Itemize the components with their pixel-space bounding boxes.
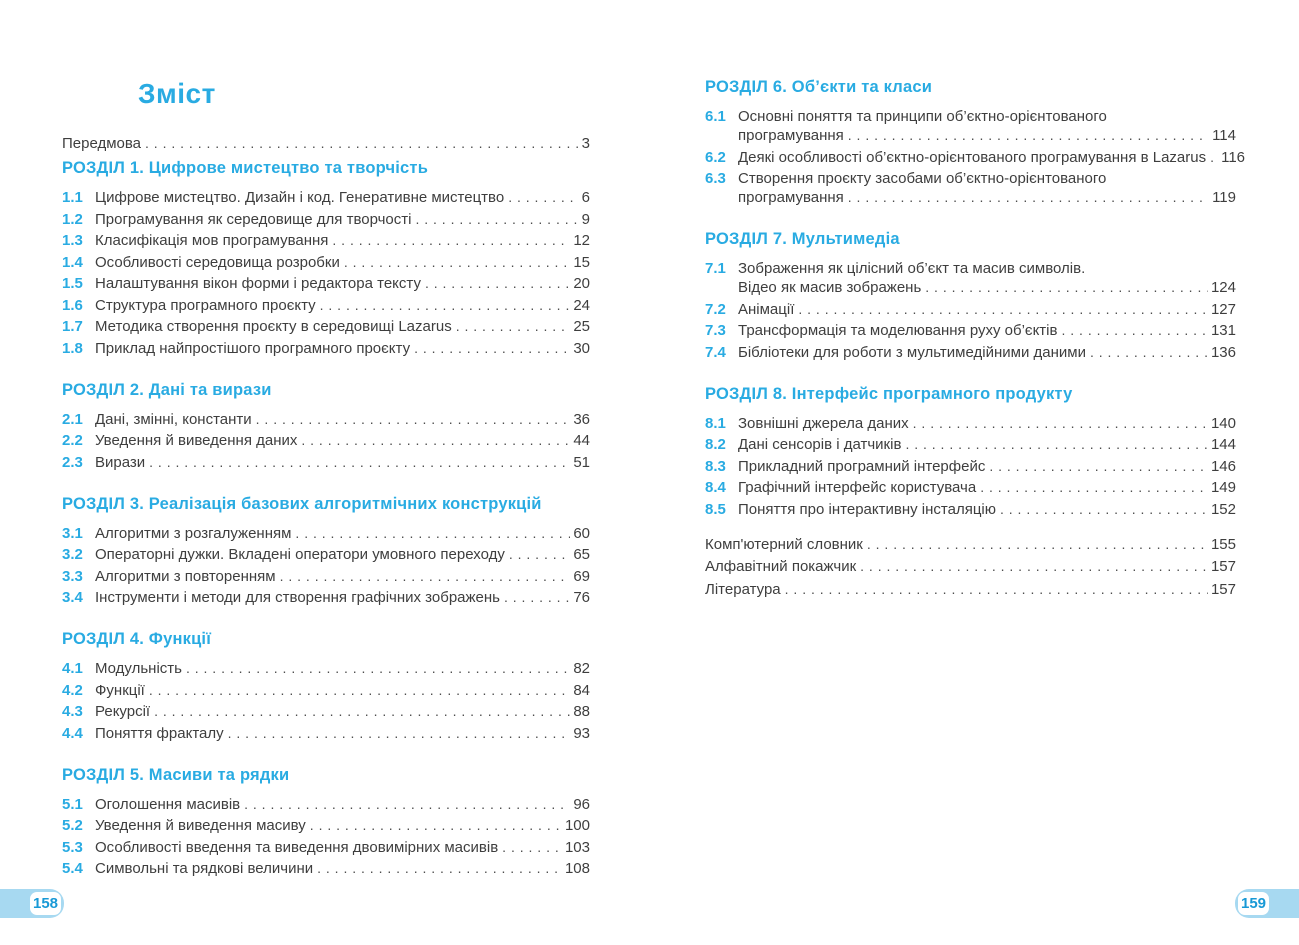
toc-item-body xyxy=(95,567,590,586)
toc-entry-row xyxy=(62,134,590,153)
toc-item-text: Анімації xyxy=(738,300,795,318)
dot-leader xyxy=(280,567,571,586)
toc-item xyxy=(62,816,590,835)
toc-section xyxy=(62,159,590,358)
toc-item-page: 116 xyxy=(1221,148,1246,166)
toc-item-page: 146 xyxy=(1210,457,1236,475)
toc-item-body xyxy=(95,681,590,700)
toc-entry xyxy=(705,557,1236,576)
toc-item-body xyxy=(95,210,590,229)
toc-item xyxy=(705,107,1236,145)
dot-leader xyxy=(320,296,571,315)
toc-item-text: Уведення й виведення даних xyxy=(95,432,298,449)
toc-item xyxy=(62,317,590,336)
toc-item-page: 114 xyxy=(1212,127,1236,144)
dot-leader xyxy=(1090,343,1208,362)
toc-item-body xyxy=(95,296,590,315)
dot-leader xyxy=(1210,148,1218,167)
dot-leader xyxy=(228,724,571,743)
toc-item-text: Приклад найпростішого програмного проєкту xyxy=(95,339,411,357)
dot-leader xyxy=(295,524,570,543)
toc-item-number: 8.3 xyxy=(705,457,726,475)
toc-item-number: 2.1 xyxy=(62,410,83,428)
toc-item-number: 1.3 xyxy=(62,232,83,249)
page-number-right: 159 xyxy=(1240,895,1267,912)
toc-item-number: 8.1 xyxy=(705,414,726,432)
toc-item-body xyxy=(738,435,1236,454)
toc-item-number: 5.1 xyxy=(62,795,83,813)
toc-item-page: 96 xyxy=(573,795,590,813)
toc-item-body xyxy=(738,500,1236,519)
toc-item-text: Бібліотеки для роботи з мультимедійними даними xyxy=(738,343,1086,361)
dot-leader xyxy=(798,300,1208,319)
toc-item-number: 5.4 xyxy=(62,860,83,877)
dot-leader xyxy=(504,588,570,607)
toc-item-text: Структура програмного проєкту xyxy=(95,296,316,314)
toc-item-last-line xyxy=(738,300,1236,319)
toc-item-last-line xyxy=(738,478,1236,497)
toc-item-page: 6 xyxy=(581,189,590,206)
toc-entry-label: Передмова xyxy=(62,135,142,152)
toc-item-body xyxy=(738,148,1246,167)
toc-item-page: 36 xyxy=(573,410,590,428)
dot-leader xyxy=(848,126,1209,145)
dot-leader xyxy=(925,278,1208,297)
toc-item-page: 69 xyxy=(573,567,590,585)
toc-item-last-line xyxy=(738,321,1236,340)
toc-item xyxy=(705,343,1236,362)
toc-item-body xyxy=(95,702,590,721)
toc-item-text: Поняття фракталу xyxy=(95,724,224,742)
toc-item-body xyxy=(95,859,590,878)
toc-item-number: 8.5 xyxy=(705,500,726,518)
toc-item-page: 144 xyxy=(1210,436,1236,453)
toc-item-last-line xyxy=(95,545,590,564)
toc-item-number: 8.2 xyxy=(705,436,726,453)
toc-item-body xyxy=(95,659,590,678)
toc-item-body xyxy=(95,274,590,293)
toc-item-last-line xyxy=(738,126,1236,145)
toc-item-page: 15 xyxy=(573,253,590,271)
toc-item-body xyxy=(95,588,590,607)
toc-item-number: 1.6 xyxy=(62,296,83,314)
toc-item xyxy=(62,253,590,272)
dot-leader xyxy=(186,659,570,678)
dot-leader xyxy=(785,580,1208,599)
toc-item-last-line xyxy=(95,681,590,700)
toc-item-number: 3.2 xyxy=(62,546,83,563)
toc-entry-page: 155 xyxy=(1210,535,1236,553)
dot-leader xyxy=(989,457,1208,476)
left-sections xyxy=(62,159,590,878)
section-heading: РОЗДІЛ 6. Об’єкти та класи xyxy=(705,78,933,96)
toc-item-last-line xyxy=(95,339,590,358)
toc-item-number: 7.4 xyxy=(705,343,726,361)
toc-item-page: 152 xyxy=(1210,500,1236,518)
toc-item-last-line xyxy=(738,148,1246,167)
dot-leader xyxy=(913,414,1208,433)
toc-item xyxy=(62,567,590,586)
toc-item-last-line xyxy=(95,296,590,315)
toc-item xyxy=(62,795,590,814)
toc-item-last-line xyxy=(95,524,590,543)
toc-item-last-line xyxy=(95,588,590,607)
toc-item-text: Деякі особливості об’єктно-орієнтованого програмування в Lazarus xyxy=(738,148,1207,166)
toc-item-last-line xyxy=(95,410,590,429)
toc-entry xyxy=(705,580,1236,599)
dot-leader xyxy=(332,231,570,250)
toc-item-page: 100 xyxy=(564,817,590,834)
toc-item-page: 119 xyxy=(1212,189,1236,206)
toc-item-body xyxy=(738,259,1236,297)
toc-item xyxy=(62,210,590,229)
toc-item-page: 76 xyxy=(573,589,590,606)
toc-item xyxy=(62,339,590,358)
toc-item-last-line xyxy=(95,231,590,250)
toc-item xyxy=(62,296,590,315)
toc-item-page: 88 xyxy=(573,703,590,720)
toc-item-text: Вирази xyxy=(95,453,146,471)
toc-item xyxy=(62,188,590,207)
toc-item-last-line xyxy=(95,253,590,272)
toc-entry-label: Комп'ютерний словник xyxy=(705,535,863,553)
toc-item xyxy=(705,457,1236,476)
toc-item-last-line xyxy=(738,188,1236,207)
toc-item-number: 3.1 xyxy=(62,524,83,542)
toc-item xyxy=(62,274,590,293)
dot-leader xyxy=(145,134,579,153)
dot-leader xyxy=(1000,500,1208,519)
dot-leader xyxy=(509,545,570,564)
toc-item-text: Алгоритми з розгалуженням xyxy=(95,524,292,542)
back-matter xyxy=(705,535,1236,599)
toc-item-text: Відео як масив зображень xyxy=(738,279,922,296)
toc-entry xyxy=(705,535,1236,554)
toc-item-text: програмування xyxy=(738,127,844,144)
toc-item xyxy=(705,435,1236,454)
toc-item-body xyxy=(738,300,1236,319)
toc-item-page: 12 xyxy=(573,232,590,249)
toc-item-body xyxy=(95,724,590,743)
toc-item-body xyxy=(95,545,590,564)
toc-item-text: Уведення й виведення масиву xyxy=(95,817,306,834)
toc-item xyxy=(62,231,590,250)
dot-leader xyxy=(848,188,1209,207)
toc-item xyxy=(62,681,590,700)
toc-item-number: 1.2 xyxy=(62,210,83,228)
section-heading: РОЗДІЛ 2. Дані та вирази xyxy=(62,380,272,399)
toc-item-number: 4.1 xyxy=(62,660,83,677)
dot-leader xyxy=(502,838,562,857)
toc-item xyxy=(705,148,1246,167)
toc-item-number: 3.4 xyxy=(62,589,83,606)
toc-item-number: 7.3 xyxy=(705,322,726,339)
toc-item-body xyxy=(738,457,1236,476)
toc-item xyxy=(62,859,590,878)
toc-item-page: 30 xyxy=(573,339,590,357)
toc-item-number: 1.1 xyxy=(62,189,83,206)
toc-entry-row xyxy=(705,535,1236,554)
toc-item-body xyxy=(95,524,590,543)
toc-entry xyxy=(62,134,590,153)
toc-item xyxy=(62,431,590,450)
toc-item-body xyxy=(738,414,1236,433)
toc-item-last-line xyxy=(95,274,590,293)
toc-item-number: 4.3 xyxy=(62,703,83,720)
toc-section xyxy=(705,385,1236,519)
toc-item-text: Поняття про інтерактивну інсталяцію xyxy=(738,500,996,518)
toc-item-text: Операторні дужки. Вкладені оператори умовного переходу xyxy=(95,546,505,563)
toc-item-text: програмування xyxy=(738,189,844,206)
dot-leader xyxy=(344,253,570,272)
page-number-left: 158 xyxy=(32,895,59,912)
dot-leader xyxy=(1061,321,1207,340)
toc-item-body xyxy=(95,253,590,272)
toc-item-line: Створення проєкту засобами об’єктно-орієнтованого xyxy=(738,170,1107,187)
toc-entry-page: 3 xyxy=(581,135,590,152)
toc-item xyxy=(705,259,1236,297)
toc-item-body xyxy=(95,795,590,814)
toc-item-page: 84 xyxy=(573,681,590,699)
dot-leader xyxy=(415,210,578,229)
toc-item-number: 6.2 xyxy=(705,148,726,166)
toc-item-last-line xyxy=(738,278,1236,297)
toc-item-page: 124 xyxy=(1210,279,1236,296)
toc-item-line: Основні поняття та принципи об’єктно-орієнтованого xyxy=(738,108,1107,125)
toc-item xyxy=(705,169,1236,207)
toc-entry-page: 157 xyxy=(1210,558,1236,575)
toc-item-number: 5.2 xyxy=(62,817,83,834)
section-heading: РОЗДІЛ 1. Цифрове мистецтво та творчість xyxy=(62,159,429,177)
toc-item-body xyxy=(95,453,590,472)
toc-item-number: 1.5 xyxy=(62,275,83,292)
toc-item-text: Цифрове мистецтво. Дизайн і код. Генеративне мистецтво xyxy=(95,189,505,206)
toc-item-text: Інструменти і методи для створення графічних зображень xyxy=(95,589,500,606)
toc-item-body xyxy=(738,169,1236,207)
dot-leader xyxy=(456,317,571,336)
toc-item xyxy=(62,588,590,607)
toc-item-text: Рекурсії xyxy=(95,703,151,720)
toc-section xyxy=(62,766,590,879)
toc-entry-row xyxy=(705,557,1236,576)
toc-item-number: 1.7 xyxy=(62,318,83,335)
toc-item-text: Особливості введення та виведення двовимірних масивів xyxy=(95,838,499,856)
toc-item xyxy=(62,724,590,743)
toc-item-page: 149 xyxy=(1210,479,1236,496)
dot-leader xyxy=(149,681,570,700)
toc-item-page: 103 xyxy=(564,838,590,856)
toc-item-body xyxy=(95,317,590,336)
toc-item-number: 7.2 xyxy=(705,300,726,318)
page-number-badge-right xyxy=(1235,889,1299,918)
toc-item-page: 136 xyxy=(1210,343,1236,361)
toc-section xyxy=(705,78,1246,207)
toc-section xyxy=(62,630,590,743)
page-number-badge-left xyxy=(0,889,64,918)
dot-leader xyxy=(860,557,1208,576)
toc-entry-row xyxy=(705,580,1236,599)
toc-item-page: 127 xyxy=(1210,300,1236,318)
toc-item-body xyxy=(95,431,590,450)
toc-item-page: 9 xyxy=(581,210,590,228)
toc-item-body xyxy=(738,478,1236,497)
dot-leader xyxy=(905,435,1208,454)
toc-item-number: 6.1 xyxy=(705,108,726,125)
toc-item-last-line xyxy=(95,431,590,450)
toc-item-page: 44 xyxy=(573,432,590,449)
page-number-box xyxy=(1238,892,1269,915)
toc-item-page: 131 xyxy=(1210,322,1236,339)
page-number-box xyxy=(30,892,61,915)
front-matter xyxy=(62,134,590,153)
toc-item-number: 4.2 xyxy=(62,681,83,699)
right-sections xyxy=(705,78,1246,519)
toc-item-last-line xyxy=(738,343,1236,362)
toc-item xyxy=(62,524,590,543)
toc-entry-label: Література xyxy=(705,580,781,598)
toc-item-text: Програмування як середовище для творчості xyxy=(95,210,412,228)
toc-item-page: 60 xyxy=(573,524,590,542)
dot-leader xyxy=(317,859,562,878)
toc-item xyxy=(705,414,1236,433)
section-heading: РОЗДІЛ 3. Реалізація базових алгоритмічних конструкцій xyxy=(62,494,542,513)
toc-item-body xyxy=(95,838,590,857)
toc-item-last-line xyxy=(95,702,590,721)
toc-item xyxy=(705,321,1236,340)
dot-leader xyxy=(980,478,1208,497)
toc-item-last-line xyxy=(95,859,590,878)
toc-item-page: 25 xyxy=(573,318,590,335)
section-heading: РОЗДІЛ 4. Функції xyxy=(62,630,212,648)
dot-leader xyxy=(149,453,570,472)
toc-item-last-line xyxy=(738,435,1236,454)
dot-leader xyxy=(508,188,578,207)
toc-item-page: 140 xyxy=(1210,414,1236,432)
toc-item-text: Класифікація мов програмування xyxy=(95,232,329,249)
section-heading: РОЗДІЛ 7. Мультимедіа xyxy=(705,230,900,248)
toc-item-number: 6.3 xyxy=(705,170,726,187)
toc-item-number: 2.3 xyxy=(62,453,83,471)
toc-item-last-line xyxy=(738,457,1236,476)
toc-item-number: 5.3 xyxy=(62,838,83,856)
dot-leader xyxy=(425,274,570,293)
page-title: Зміст xyxy=(138,78,216,109)
toc-item-page: 51 xyxy=(573,453,590,471)
toc-item-last-line xyxy=(95,567,590,586)
toc-item-text: Функції xyxy=(95,681,145,699)
toc-item-text: Оголошення масивів xyxy=(95,795,241,813)
toc-item-text: Особливості середовища розробки xyxy=(95,253,340,271)
toc-item-last-line xyxy=(95,317,590,336)
toc-item-text: Алгоритми з повторенням xyxy=(95,567,276,585)
toc-item-body xyxy=(95,188,590,207)
toc-item-number: 8.4 xyxy=(705,479,726,496)
dot-leader xyxy=(414,339,570,358)
toc-item-page: 108 xyxy=(564,860,590,877)
toc-item-last-line xyxy=(95,795,590,814)
toc-item-body xyxy=(95,816,590,835)
toc-item-page: 24 xyxy=(573,296,590,314)
dot-leader xyxy=(154,702,570,721)
toc-item xyxy=(62,702,590,721)
toc-left-column xyxy=(62,78,590,881)
toc-item-number: 3.3 xyxy=(62,567,83,585)
toc-item-text: Налаштування вікон форми і редактора тексту xyxy=(95,275,421,292)
toc-item-text: Методика створення проєкту в середовищі Lazarus xyxy=(95,318,452,335)
toc-item-number: 1.8 xyxy=(62,339,83,357)
toc-item-last-line xyxy=(738,414,1236,433)
toc-entry-label: Алфавітний покажчик xyxy=(705,558,857,575)
toc-item-page: 20 xyxy=(573,275,590,292)
toc-item xyxy=(62,410,590,429)
dot-leader xyxy=(310,816,562,835)
toc-section xyxy=(705,230,1236,362)
dot-leader xyxy=(301,431,570,450)
toc-item-body xyxy=(738,107,1236,145)
section-heading: РОЗДІЛ 8. Інтерфейс програмного продукту xyxy=(705,384,1073,403)
toc-item-body xyxy=(95,410,590,429)
toc-item xyxy=(705,300,1236,319)
toc-section xyxy=(62,495,590,608)
toc-item-page: 65 xyxy=(573,546,590,563)
toc-item-last-line xyxy=(95,659,590,678)
toc-item-last-line xyxy=(738,500,1236,519)
dot-leader xyxy=(867,535,1208,554)
toc-item-last-line xyxy=(95,816,590,835)
toc-item-text: Дані сенсорів і датчиків xyxy=(738,436,902,453)
toc-item-number: 4.4 xyxy=(62,724,83,742)
toc-item-last-line xyxy=(95,838,590,857)
toc-item-text: Зовнішні джерела даних xyxy=(738,414,909,432)
toc-item xyxy=(705,500,1236,519)
toc-item xyxy=(62,453,590,472)
toc-item-number: 1.4 xyxy=(62,253,83,271)
toc-item-text: Графічний інтерфейс користувача xyxy=(738,479,977,496)
toc-item-last-line xyxy=(95,724,590,743)
toc-item-number: 7.1 xyxy=(705,260,726,277)
toc-item xyxy=(62,838,590,857)
toc-section xyxy=(62,381,590,472)
toc-entry-page: 157 xyxy=(1210,580,1236,598)
toc-item-text: Прикладний програмний інтерфейс xyxy=(738,457,986,475)
toc-item-body xyxy=(738,321,1236,340)
toc-item-page: 82 xyxy=(573,660,590,677)
toc-item xyxy=(62,545,590,564)
toc-item xyxy=(62,659,590,678)
section-heading: РОЗДІЛ 5. Масиви та рядки xyxy=(62,765,290,784)
toc-item-text: Трансформація та моделювання руху об’єктів xyxy=(738,322,1058,339)
toc-item-last-line xyxy=(95,210,590,229)
toc-item-last-line xyxy=(95,453,590,472)
toc-item-text: Дані, змінні, константи xyxy=(95,410,252,428)
toc-item-page: 93 xyxy=(573,724,590,742)
toc-item-text: Модульність xyxy=(95,660,182,677)
dot-leader xyxy=(256,410,571,429)
toc-item-line: Зображення як цілісний об’єкт та масив символів. xyxy=(738,260,1086,277)
toc-item-number: 2.2 xyxy=(62,432,83,449)
toc-item xyxy=(705,478,1236,497)
toc-item-last-line xyxy=(95,188,590,207)
toc-item-body xyxy=(95,339,590,358)
toc-item-text: Символьні та рядкові величини xyxy=(95,860,314,877)
toc-right-column xyxy=(705,78,1246,602)
toc-item-body xyxy=(95,231,590,250)
dot-leader xyxy=(244,795,570,814)
toc-item-body xyxy=(738,343,1236,362)
